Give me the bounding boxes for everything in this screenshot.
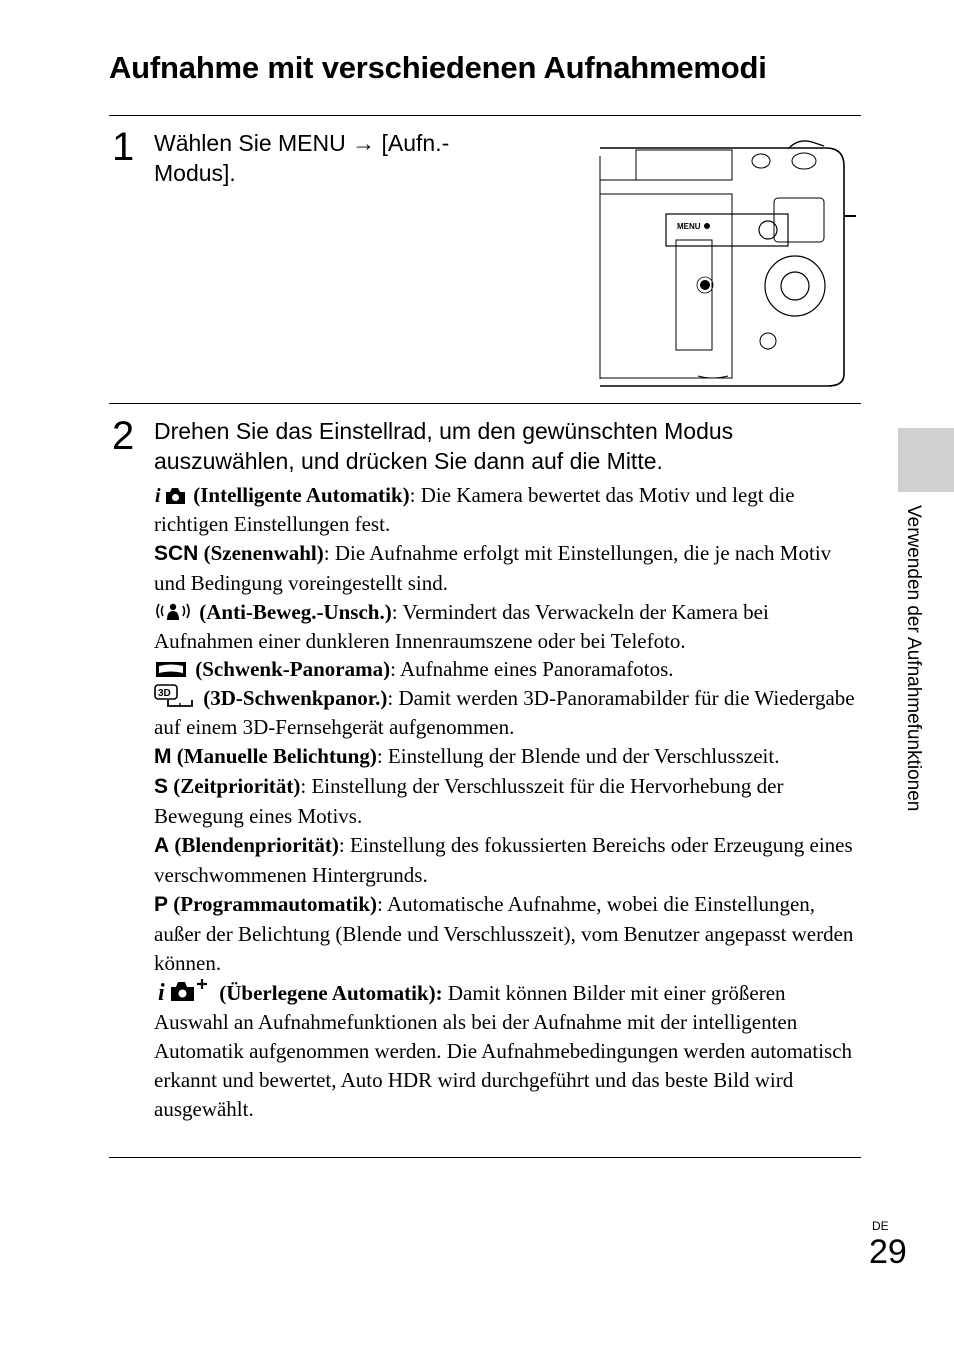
mode-intelligent-auto: i (Intelligente Automatik): Die Kamera bewertet das Motiv und legt die richtigen Einstellungen fest. [154,483,795,536]
section-side-label: Verwenden der Aufnahmefunktionen [903,505,924,812]
mode-aperture-priority: A (Blendenpriorität): Einstellung des fokussierten Bereichs oder Erzeugung eines verschwommenen Hintergrunds. [154,832,853,887]
page-number: 29 [869,1233,907,1271]
section-tab [898,428,954,492]
divider-top [109,115,861,116]
divider-middle [109,403,861,404]
svg-text:3D: 3D [158,688,171,700]
step-1-number: 1 [112,125,135,169]
step-2-text [154,416,733,476]
language-code: DE [872,1219,889,1233]
mode-shutter-priority: S (Zeitpriorität): Einstellung der Verschlusszeit für die Hervorhebung der Bewegung eines Motivs. [154,774,784,828]
3d-sweep-panorama-icon [154,684,198,708]
step-2-text-line-2: auszuwählen, und drücken Sie dann auf die Mitte. [154,448,663,474]
step-2-number: 2 [112,414,135,458]
anti-motion-blur-icon [154,600,194,622]
menu-label: MENU [677,222,701,231]
superior-auto-icon [154,977,214,1003]
sweep-panorama-icon [154,659,190,679]
step-1-text-line-1: Wählen Sie MENU → [Aufn.- [154,130,450,156]
step-1-text [154,128,449,188]
p-symbol: P [154,892,169,916]
step-1-text-line-2: Modus]. [154,160,236,186]
mode-anti-motion-blur: (Anti-Beweg.-Unsch.): Vermindert das Verwackeln der Kamera bei Aufnahmen einer dunkleren Innenraumszene oder bei Telefoto. [154,599,769,653]
scn-symbol: SCN [154,541,199,565]
mode-scene-selection: SCN (Szenenwahl): Die Aufnahme erfolgt mit Einstellungen, die je nach Motiv und Bedingung voreingestellt sind. [154,540,832,595]
s-symbol: S [154,775,169,799]
mode-sweep-panorama: (Schwenk-Panorama): Aufnahme eines Panoramafotos. [154,655,862,684]
m-symbol: M [154,745,172,769]
mode-manual-exposure: M (Manuelle Belichtung): Einstellung der Blende und der Verschlusszeit. [154,744,780,769]
camera-back-illustration [598,136,860,390]
step-2-text-line-1: Drehen Sie das Einstellrad, um den gewünschten Modus [154,418,734,444]
mode-program-auto: P (Programmautomatik): Automatische Aufnahme, wobei die Einstellungen, außer der Belichtung (Blende und Verschlusszeit), vom Benutzer angepasst werden können. [154,891,854,975]
svg-text:i: i [158,980,165,1004]
svg-text:i: i [155,485,161,505]
divider-bottom [109,1157,861,1158]
mode-list [154,481,862,1124]
page-title: Aufnahme mit verschiedenen Aufnahmemodi [109,50,767,85]
intelligent-auto-icon [154,483,188,505]
a-symbol: A [154,833,170,857]
mode-3d-sweep-panorama: 3D (3D-Schwenkpanor.): Damit werden 3D-Panoramabilder für die Wiedergabe auf einem 3D-Fernsehgerät aufgenommen. [154,686,855,740]
mode-superior-auto: i (Überlegene Automatik): Damit können Bilder mit einer größeren Auswahl an Aufnahmefunktionen als bei der Aufnahme mit der intelligenten Automatik aufgenommen werden. Die Aufnahmebedingungen werden automatisch erkannt und bewertet, Auto HDR wird durchgeführt und das beste Bild wird ausgewählt. [154,977,862,1124]
